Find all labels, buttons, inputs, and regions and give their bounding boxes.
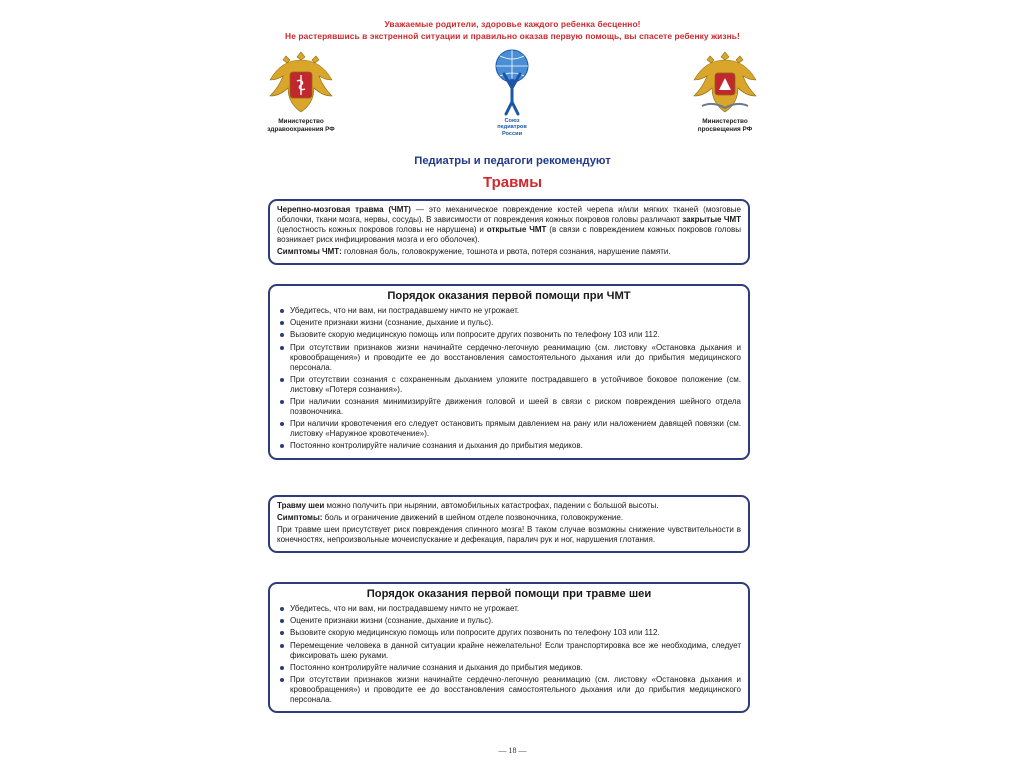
list-item: Постоянно контролируйте наличие сознания и дыхания до прибытия медиков. bbox=[277, 441, 741, 451]
globe-child-icon bbox=[488, 46, 536, 118]
page-title: Травмы bbox=[482, 174, 543, 191]
list-item: Убедитесь, что ни вам, ни пострадавшему ничто не угрожает. bbox=[277, 604, 741, 614]
tbi-symptoms-text: головная боль, головокружение, тошнота и рвота, потеря сознания, нарушение памяти. bbox=[341, 247, 671, 256]
list-item: Вызовите скорую медицинскую помощь или попросите других позвонить по телефону 103 или 112. bbox=[277, 628, 741, 638]
ministry-education-caption-1: Министерство bbox=[702, 118, 748, 125]
tbi-definition-box bbox=[268, 199, 750, 265]
neck-symptoms bbox=[277, 513, 741, 523]
list-item: При наличии кровотечения его следует остановить прямым давлением на рану или наложением давящей повязки (см. листовку «Наружное кровотечение»). bbox=[277, 419, 741, 439]
neck-intro bbox=[277, 501, 741, 511]
ministry-health-caption-2: здравоохранения РФ bbox=[267, 125, 335, 133]
list-item: При наличии сознания минимизируйте движения головой и шеей в связи с риском повреждения шейного отдела позвоночника. bbox=[277, 397, 741, 417]
tbi-first-aid-list bbox=[277, 306, 741, 451]
union-caption-2: педиатров bbox=[497, 124, 527, 131]
tbi-symptoms-label: Симптомы ЧМТ: bbox=[277, 247, 342, 256]
neck-term: Травму шеи bbox=[277, 501, 325, 510]
neck-injury-box bbox=[268, 495, 750, 553]
list-item: Вызовите скорую медицинскую помощь или попросите других позвонить по телефону 103 или 112. bbox=[277, 330, 741, 340]
coat-of-arms-health-icon bbox=[264, 46, 338, 118]
union-caption-1: Союз bbox=[504, 118, 520, 124]
appeal-header bbox=[260, 18, 765, 42]
pediatricians-union-logo bbox=[482, 46, 542, 137]
neck-text-1: можно получить при нырянии, автомобильных катастрофах, падении с большой высоты. bbox=[324, 501, 659, 510]
list-item: Оцените признаки жизни (сознание, дыхание и пульс). bbox=[277, 318, 741, 328]
tbi-term: Черепно-мозговая травма (ЧМТ) bbox=[277, 205, 411, 214]
appeal-line-1: Уважаемые родители, здоровье каждого ребенка бесценно! bbox=[384, 19, 641, 29]
list-item: Перемещение человека в данной ситуации крайне нежелательно! Если транспортировка все же необходима, следует фиксировать шею руками. bbox=[277, 641, 741, 661]
page-number: — 18 — bbox=[498, 746, 527, 755]
appeal-line-2: Не растерявшись в экстренной ситуации и правильно оказав первую помощь, вы спасете ребенку жизнь! bbox=[285, 31, 740, 41]
tbi-closed-desc: (целостность кожных покровов головы не нарушена) и bbox=[277, 225, 487, 234]
neck-first-aid-title: Порядок оказания первой помощи при травме шеи bbox=[366, 588, 652, 600]
tbi-def: — это механическое повреждение костей черепа и/или мягких тканей (мозговые оболочки, ткани мозга, нервы, сосуды). В зависимости от повреждения кожных покровов головы различают bbox=[277, 205, 741, 224]
union-caption-3: России bbox=[501, 130, 523, 137]
neck-text-2: При травме шеи присутствует риск повреждения спинного мозга! В таком случае возможны снижение чувствительности в конечностях, непроизвольные мочеиспускание и дефекация, паралич рук и ног, нарушения глотания. bbox=[277, 525, 741, 544]
subtitle: Педиатры и педагоги рекомендуют bbox=[414, 155, 611, 167]
leaflet-page bbox=[260, 18, 765, 763]
tbi-open: открытые ЧМТ bbox=[486, 225, 547, 234]
list-item: Оцените признаки жизни (сознание, дыхание и пульс). bbox=[277, 616, 741, 626]
ministry-education-logo bbox=[684, 46, 766, 133]
tbi-symptoms bbox=[277, 247, 741, 257]
ministry-health-caption-1: Министерство bbox=[278, 118, 324, 125]
list-item: При отсутствии признаков жизни начинайте сердечно-легочную реанимацию (см. листовку «Остановка дыхания и кровообращения») и проводите ее до восстановления самостоятельного дыхания или до прибытия медицинского персонала. bbox=[277, 343, 741, 373]
tbi-closed: закрытые ЧМТ bbox=[682, 215, 741, 224]
list-item: При отсутствии признаков жизни начинайте сердечно-легочную реанимацию (см. листовку «Остановка дыхания и кровообращения») и проводите ее до восстановления самостоятельного дыхания или до прибытия медицинского персонала. bbox=[277, 675, 741, 705]
ministry-education-caption-2: просвещения РФ bbox=[697, 125, 753, 133]
tbi-definition bbox=[277, 205, 741, 245]
neck-symptoms-text: боль и ограничение движений в шейном отделе позвоночника, головокружение. bbox=[322, 513, 624, 522]
list-item: Убедитесь, что ни вам, ни пострадавшему ничто не угрожает. bbox=[277, 306, 741, 316]
tbi-first-aid-title: Порядок оказания первой помощи при ЧМТ bbox=[387, 290, 631, 302]
list-item: Постоянно контролируйте наличие сознания и дыхания до прибытия медиков. bbox=[277, 663, 741, 673]
coat-of-arms-education-icon bbox=[688, 46, 762, 118]
ministry-health-logo bbox=[260, 46, 342, 133]
neck-first-aid-list bbox=[277, 604, 741, 705]
tbi-open-desc: (в связи с повреждением кожных покровов головы возникает риск инфицирования мозга и его оболочек). bbox=[277, 225, 741, 244]
logos-row bbox=[260, 46, 765, 150]
neck-symptoms-label: Симптомы: bbox=[277, 513, 323, 522]
tbi-first-aid-box bbox=[268, 284, 750, 460]
list-item: При отсутствии сознания с сохраненным дыханием уложите пострадавшего в устойчивое боковое положение (см. листовку «Потеря сознания»). bbox=[277, 375, 741, 395]
neck-first-aid-box bbox=[268, 582, 750, 713]
